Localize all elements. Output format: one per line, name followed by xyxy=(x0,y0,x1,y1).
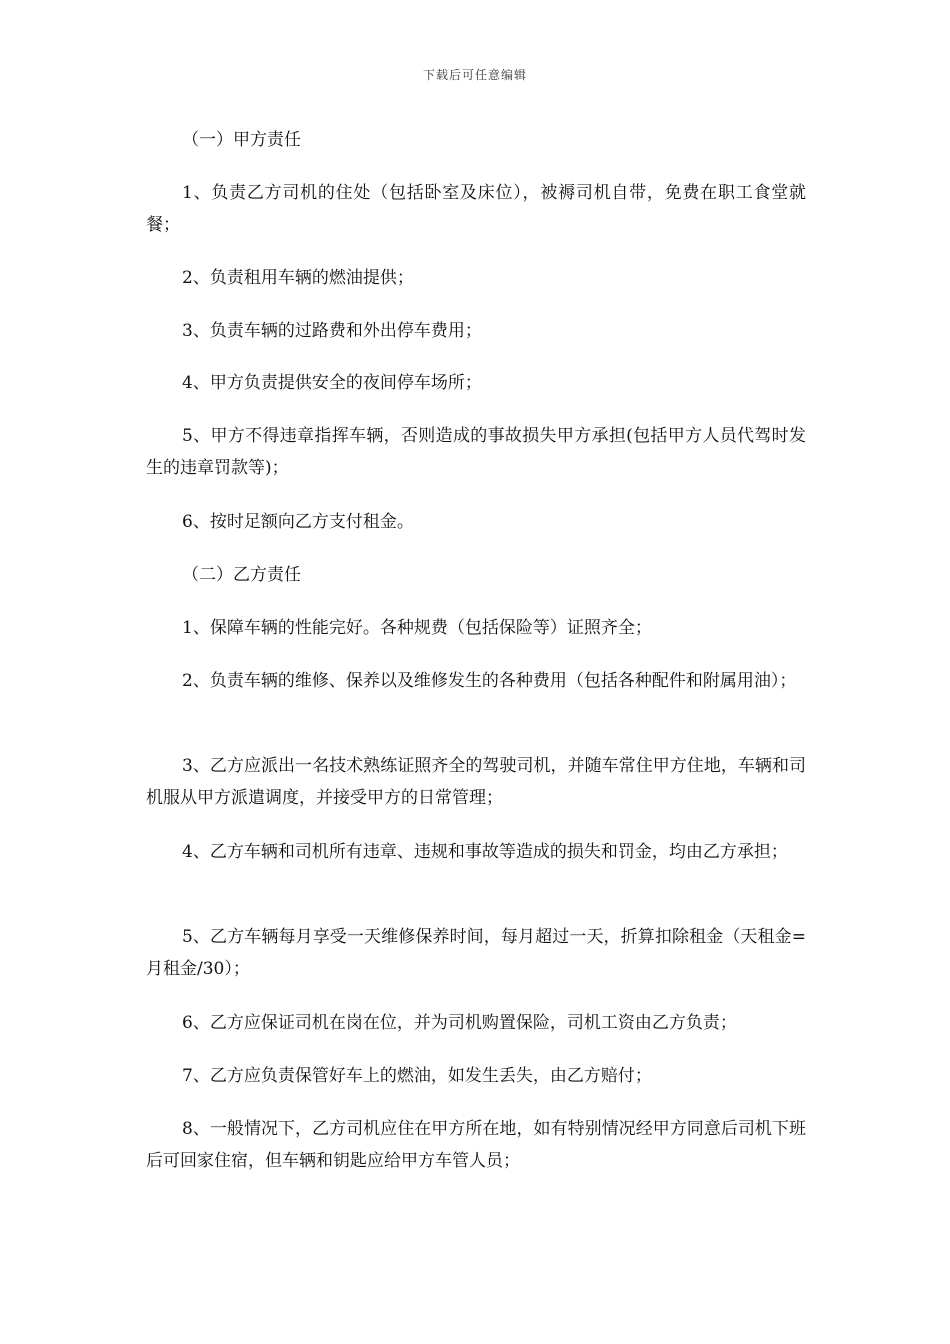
paragraph-text: 7、乙方应负责保管好车上的燃油，如发生丢失，由乙方赔付； xyxy=(182,1066,652,1086)
party-b-item xyxy=(146,1007,806,1039)
paragraph-text: 6、按时足额向乙方支付租金。 xyxy=(182,512,414,532)
paragraph-text: 4、乙方车辆和司机所有违章、违规和事故等造成的损失和罚金，均由乙方承担； xyxy=(182,842,788,862)
party-a-item xyxy=(146,177,806,241)
party-b-item xyxy=(146,750,806,814)
party-b-item xyxy=(146,665,806,697)
party-a-item xyxy=(146,315,806,347)
section-title-text: （一）甲方责任 xyxy=(182,130,301,150)
section-title-party-a xyxy=(146,124,806,156)
party-b-item xyxy=(146,612,806,644)
paragraph-text: 3、负责车辆的过路费和外出停车费用； xyxy=(182,321,482,341)
party-a-item xyxy=(146,262,806,294)
party-a-item xyxy=(146,420,806,484)
party-a-item xyxy=(146,367,806,399)
paragraph-text: 3、乙方应派出一名技术熟练证照齐全的驾驶司机，并随车常住甲方住地，车辆和司机服从甲方派遣调度，并接受甲方的日常管理； xyxy=(146,756,806,808)
header-note: 下载后可任意编辑 xyxy=(422,68,527,82)
paragraph-text: 1、负责乙方司机的住处（包括卧室及床位），被褥司机自带，免费在职工食堂就餐； xyxy=(146,183,806,235)
party-b-item xyxy=(146,1060,806,1092)
section-title-text: （二）乙方责任 xyxy=(182,565,301,585)
paragraph-text: 2、负责租用车辆的燃油提供； xyxy=(182,268,414,288)
paragraph-text: 1、保障车辆的性能完好。各种规费（包括保险等）证照齐全； xyxy=(182,618,652,638)
section-title-party-b xyxy=(146,559,806,591)
paragraph-text: 5、乙方车辆每月享受一天维修保养时间，每月超过一天，折算扣除租金（天租金=月租金/30）； xyxy=(146,927,806,979)
party-b-item xyxy=(146,836,806,868)
paragraph-text: 2、负责车辆的维修、保养以及维修发生的各种费用（包括各种配件和附属用油）； xyxy=(182,671,797,691)
paragraph-text: 6、乙方应保证司机在岗在位，并为司机购置保险，司机工资由乙方负责； xyxy=(182,1013,737,1033)
party-b-item xyxy=(146,921,806,985)
paragraph-text: 8、一般情况下，乙方司机应住在甲方所在地，如有特别情况经甲方同意后司机下班后可回家住宿，但车辆和钥匙应给甲方车管人员； xyxy=(146,1119,806,1171)
paragraph-text: 4、甲方负责提供安全的夜间停车场所； xyxy=(182,373,482,393)
party-b-item xyxy=(146,1113,806,1177)
paragraph-text: 5、甲方不得违章指挥车辆，否则造成的事故损失甲方承担(包括甲方人员代驾时发生的违章罚款等)； xyxy=(146,426,806,478)
party-a-item xyxy=(146,506,806,538)
